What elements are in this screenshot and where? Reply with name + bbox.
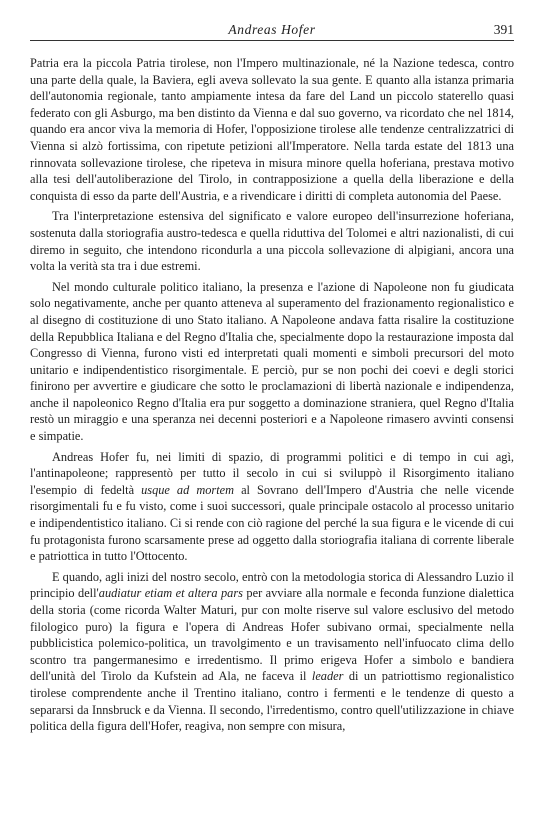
paragraph-5: [30, 569, 514, 735]
page-number: 391: [493, 22, 514, 37]
paragraph-5-text-a: E quando, agli inizi del nostro secolo, entrò con la metodologia storica di Alessandro Luzio il principio dell': [30, 569, 514, 601]
body-text: [30, 55, 514, 735]
running-title: Andreas Hofer: [228, 22, 316, 37]
paragraph-5-text-b: per avviare alla normale e feconda funzione dialettica della storia (come ricorda Walter Maturi, pur con molte riserve sul valore esclusivo del metodo filologico puro) la figura e l'opera di Andreas Hofer subivano ormai, specialmente nella pubblicistica polemico-politica, un travolgimento e un travisamento nell'infuocato clima dello scontro tra pangermanesimo e irredentismo. Il primo erigeva Hofer a simbolo e bandiera dell'unità del Tirolo da Kufstein ad Ala, ne faceva il: [30, 586, 514, 684]
paragraph-3: Nel mondo culturale politico italiano, la presenza e l'azione di Napoleone non fu giudicata solo negativamente, anche per quanto atteneva al superamento del frazionamento regionalistico e al disegno di costituzione di uno Stato italiano. A Napoleone andava fatta risalire la costituzione della Repubblica Italiana e del Regno d'Italia che, specialmente dopo la restaurazione imposta dal Congresso di Vienna, furono visti ed interpretati quali momenti e simboli precursori del moto unitario e indipendentistico risorgimentale. E perciò, pur se non pochi dei coevi e degli storici finirono per avvertire e giudicare che sotto le proclamazioni di libertà nazionale e indipendenza, anche il napoleonico Regno d'Italia era pur soggetto a dominazione straniera, quel Regno d'Italia restò un miraggio e una speranza nei decenni posteriori e a Napoleone rimasero avvinti consensi e simpatie.: [30, 279, 514, 444]
paragraph-5-text-c: di un patriottismo regionalistico tirolese comprendente anche il Trentino italiano, contro i fermenti e le tendenze di questo a separarsi da Innsbruck e da Vienna. Il secondo, l'irredentismo, contro quell'utilizzazione in chiave politica della figura dell'Hofer, reagiva, non sempre con misura,: [30, 669, 515, 734]
running-head: [30, 22, 514, 41]
paragraph-1: Patria era la piccola Patria tirolese, non l'Impero multinazionale, né la Nazione tedesca, contro una parte della quale, la Baviera, egli aveva sollevato la sua gente. E quanto alla istanza primaria dell'autonomia regionale, tanto ampiamente intesa da fare del Land un piccolo staterello quasi federato con gli Asburgo, ma ben distinto da Vienna e dal suo governo, va ricordato che nel 1814, quando era ancor viva la memoria di Hofer, l'opposizione tirolese alle tendenze centralizzatrici di Vienna si alzò fortissima, con ripetute petizioni all'Imperatore. Nella tarda estate del 1813 una rinnovata sollevazione tirolese, che ripeteva in misura minore quella hoferiana, prestava motivo alla tesi dell'autoliberazione del Tirolo, in contrapposizione a quella della liberazione e della conquista di esso da parte dell'Austria, e a rivendicare i diritti di completa autonomia del Paese.: [30, 56, 514, 203]
paragraph-4-text-b: al Sovrano dell'Impero d'Austria che nelle vicende risorgimentali fu e fu visto, come i suoi successori, quale principale ostacolo al processo unitario e indipendentistico italiano. Ci si rende con ciò ragione del perché la sua figura e le vicende di cui fu protagonista furono scarsamente prese ad oggetto dalla storiografia italiana di corrente liberale e patriottica in tutto l'Ottocento.: [30, 482, 514, 564]
paragraph-5-italic-word: leader: [311, 669, 344, 684]
paragraph-4-latin-phrase: usque ad mortem: [141, 482, 235, 497]
paragraph-2: Tra l'interpretazione estensiva del significato e valore europeo dell'insurrezione hoferiana, sostenuta dalla storiografia austro-tedesca e quella riduttiva del Tolomei e altri nazionalisti, di cui diremo in seguito, che intendono ricondurla a una piccola sollevazione di alpigiani, ancora una volta la verità sta tra i due estremi.: [30, 209, 514, 274]
paragraph-4: [30, 449, 514, 565]
paragraph-4-text-a: Andreas Hofer fu, nei limiti di spazio, di programmi politici e di tempo in cui agì, l'antinapoleone; rappresentò per tutto il secolo in cui si sviluppò il Risorgimento italiano l'esempio di fedeltà: [30, 449, 514, 497]
paragraph-5-latin-phrase: audiatur etiam et altera pars: [98, 586, 243, 601]
